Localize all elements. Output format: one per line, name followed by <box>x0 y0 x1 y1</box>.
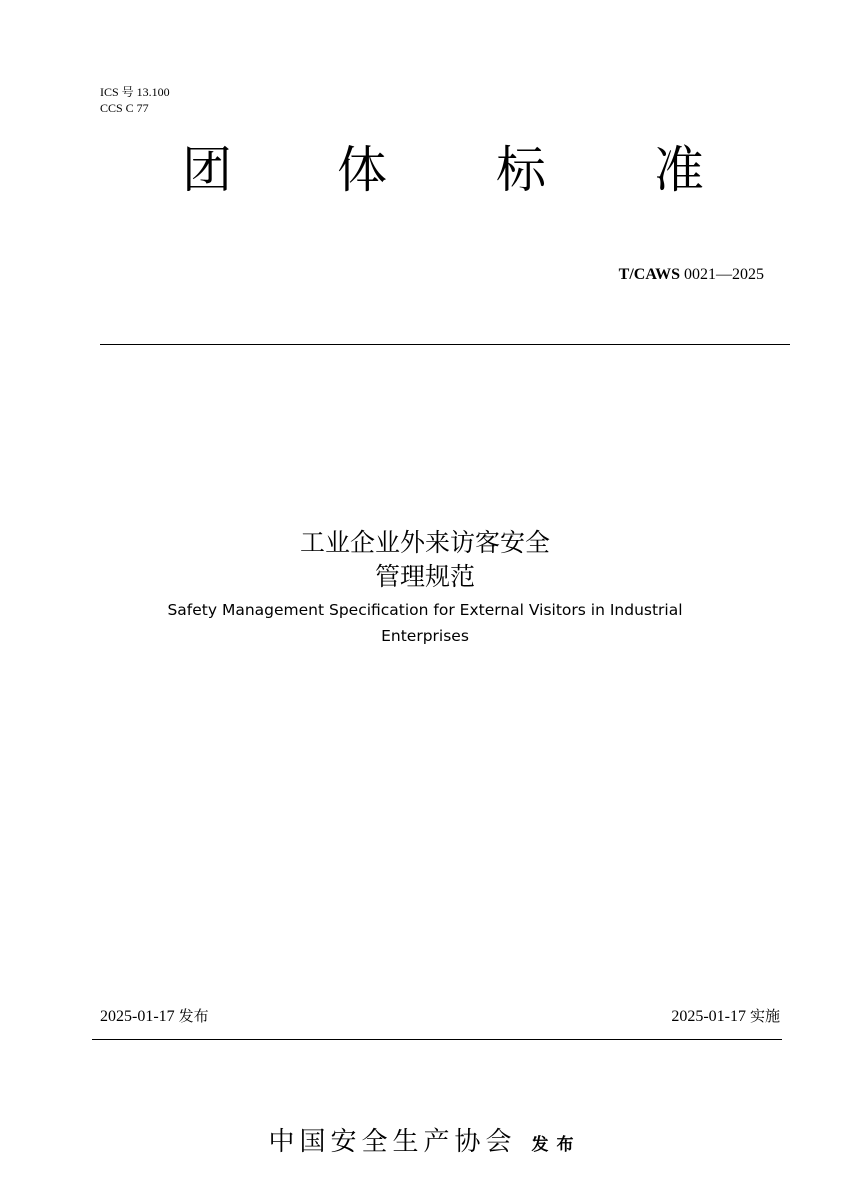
standard-type-char: 标 <box>496 141 546 199</box>
top-divider <box>100 344 790 345</box>
title-cn-line1: 工业企业外来访客安全 <box>299 528 550 557</box>
publish-date-value: 2025-01-17 <box>100 1008 175 1025</box>
publish-date <box>100 1006 209 1027</box>
standard-number-prefix: T/CAWS <box>618 266 680 283</box>
ics-code: ICS 号 13.100 <box>100 85 170 99</box>
standard-type-char: 准 <box>654 141 704 199</box>
standard-number <box>619 265 764 285</box>
standard-type-heading <box>0 140 850 200</box>
standard-type-char: 团 <box>182 141 232 199</box>
standard-type-char: 体 <box>337 141 387 199</box>
title-cn-line2: 管理规范 <box>374 562 475 591</box>
implement-date <box>671 1006 780 1027</box>
publish-date-label: 发布 <box>178 1007 209 1025</box>
title-en-line1: Safety Management Specification for External Visitors in Industrial <box>167 601 683 619</box>
bottom-divider <box>92 1039 782 1040</box>
standard-number-value: 0021—2025 <box>684 266 764 283</box>
ccs-code: CCS C 77 <box>100 101 149 115</box>
implement-date-value: 2025-01-17 <box>671 1008 746 1025</box>
title-en-line2: Enterprises <box>381 627 469 645</box>
implement-date-label: 实施 <box>749 1007 780 1025</box>
publisher-organization: 中国安全生产协会 <box>268 1127 517 1157</box>
publisher-label: 发布 <box>531 1135 582 1155</box>
publisher <box>0 1121 850 1158</box>
